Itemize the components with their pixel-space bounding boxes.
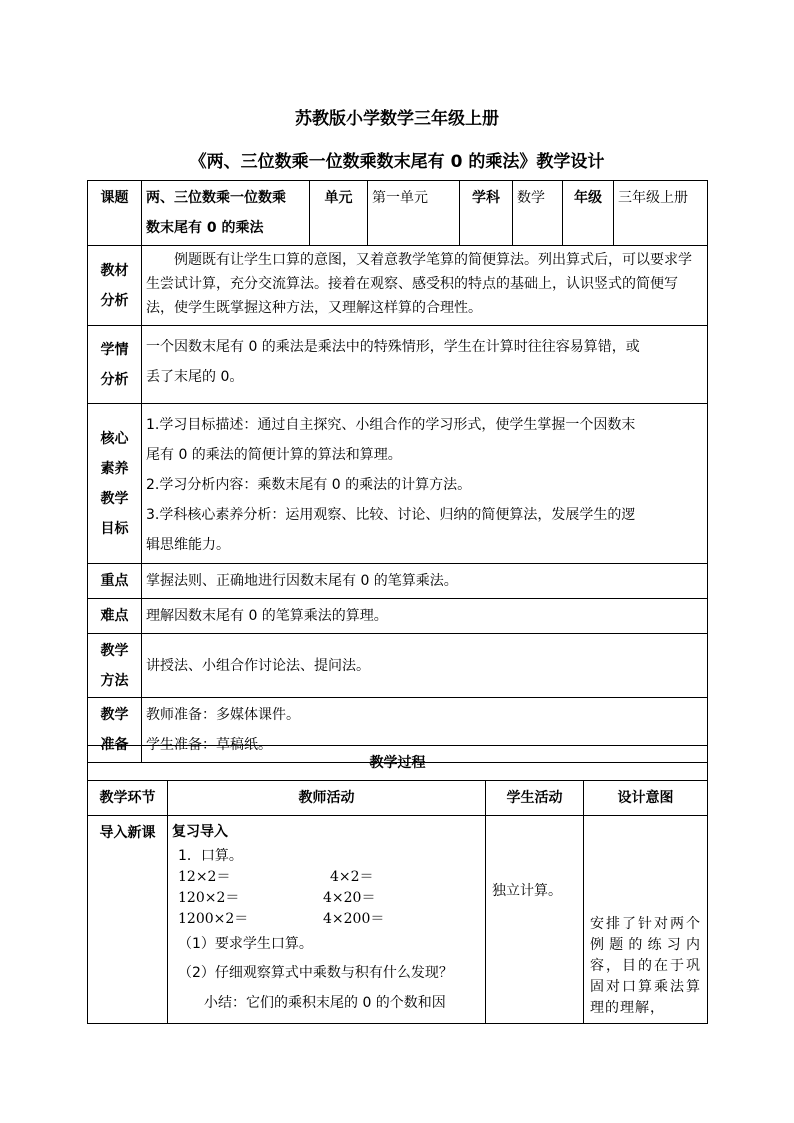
student-analysis-label-2: 分析 bbox=[100, 371, 129, 388]
student-analysis-label-1: 学情 bbox=[100, 341, 129, 358]
calc-grid bbox=[172, 867, 481, 930]
col-teacher-header: 教师活动 bbox=[168, 781, 486, 816]
subject-label: 学科 bbox=[460, 181, 513, 246]
lesson-info-table bbox=[87, 180, 708, 763]
calc-row bbox=[178, 867, 481, 888]
col-student-header: 学生活动 bbox=[486, 781, 584, 816]
topic-value-line2: 数末尾有 0 的乘法 bbox=[146, 220, 264, 236]
student-activity-text: 独立计算。 bbox=[492, 883, 562, 899]
calc-expr: 120×2＝ bbox=[178, 890, 240, 906]
student-preparation: 学生准备：草稿纸。 bbox=[146, 737, 272, 753]
difficulty-text: 理解因数末尾有 0 的笔算乘法的算理。 bbox=[142, 599, 708, 634]
teacher-preparation: 教师准备：多媒体课件。 bbox=[146, 707, 300, 723]
material-analysis-label-2: 分析 bbox=[100, 292, 129, 309]
summary-text: 小结：它们的乘积末尾的 0 的个数和因 bbox=[204, 995, 446, 1011]
calc-row bbox=[178, 909, 481, 930]
core-goals-text bbox=[142, 404, 708, 564]
calc-expr: 4×200＝ bbox=[323, 911, 385, 927]
core-goal-3-line2: 辑思维能力。 bbox=[146, 537, 230, 553]
calc-expr: 4×20＝ bbox=[323, 890, 376, 906]
question-1: （1）要求学生口算。 bbox=[178, 936, 313, 952]
key-point-label: 重点 bbox=[88, 564, 142, 599]
core-goals-label-2: 素养 bbox=[100, 460, 129, 477]
key-point-text: 掌握法则、正确地进行因数末尾有 0 的笔算乘法。 bbox=[142, 564, 708, 599]
calc-expr: 4×2＝ bbox=[330, 869, 374, 885]
document-title: 苏教版小学数学三年级上册 bbox=[295, 109, 499, 129]
method-label-1: 教学 bbox=[100, 642, 129, 659]
calc-row bbox=[178, 888, 481, 909]
process-header-row bbox=[88, 781, 708, 816]
grade-value: 三年级上册 bbox=[614, 181, 708, 246]
grade-label: 年级 bbox=[563, 181, 614, 246]
review-heading: 复习导入 bbox=[172, 824, 228, 840]
material-analysis-label bbox=[88, 246, 142, 326]
core-goals-row bbox=[88, 404, 708, 564]
core-goal-1-line1: 1.学习目标描述：通过自主探究、小组合作的学习形式，使学生掌握一个因数末 bbox=[146, 417, 636, 433]
process-title: 教学过程 bbox=[88, 746, 708, 781]
material-analysis-row bbox=[88, 246, 708, 326]
difficulty-label: 难点 bbox=[88, 599, 142, 634]
col-stage-header: 教学环节 bbox=[88, 781, 168, 816]
topic-value bbox=[142, 181, 310, 246]
unit-label: 单元 bbox=[310, 181, 368, 246]
document-subtitle: 《两、三位数乘一位数乘数末尾有 0 的乘法》教学设计 bbox=[189, 152, 605, 172]
core-goal-2: 2.学习分析内容：乘数末尾有 0 的乘法的计算方法。 bbox=[146, 477, 472, 493]
topic-row bbox=[88, 181, 708, 246]
design-intent-cell bbox=[584, 816, 708, 1024]
subject-value: 数学 bbox=[513, 181, 563, 246]
method-label-2: 方法 bbox=[100, 672, 129, 689]
student-analysis-line1: 一个因数末尾有 0 的乘法是乘法中的特殊情形，学生在计算时往往容易算错，或 bbox=[146, 339, 640, 355]
student-analysis-row bbox=[88, 326, 708, 404]
material-analysis-text: 例题既有让学生口算的意图，又着意教学笔算的简便算法。列出算式后，可以要求学生尝试计算，充分交流算法。接着在观察、感受积的特点的基础上，认识竖式的简便写法，使学生既掌握这种方法，又理解这样算的合理性。 bbox=[142, 246, 708, 326]
calc-expr: 12×2＝ bbox=[178, 869, 231, 885]
topic-value-line1: 两、三位数乘一位数乘 bbox=[146, 190, 286, 206]
method-label bbox=[88, 634, 142, 698]
calc-expr: 1200×2＝ bbox=[178, 911, 249, 927]
oral-calc-item: 1．口算。 bbox=[178, 848, 243, 864]
teaching-process-table bbox=[87, 745, 708, 1024]
core-goal-1-line2: 尾有 0 的乘法的简便计算的算法和算理。 bbox=[146, 447, 402, 463]
preparation-label-2: 准备 bbox=[100, 737, 129, 753]
preparation-label-1: 教学 bbox=[100, 707, 129, 723]
unit-value: 第一单元 bbox=[368, 181, 460, 246]
method-text: 讲授法、小组合作讨论法、提问法。 bbox=[142, 634, 708, 698]
method-row bbox=[88, 634, 708, 698]
design-intent-text: 安排了针对两个例题的练习内容，目的在于巩固对口算乘法算理的理解， bbox=[590, 916, 701, 1016]
col-intent-header: 设计意图 bbox=[584, 781, 708, 816]
key-point-row bbox=[88, 564, 708, 599]
process-title-row bbox=[88, 746, 708, 781]
core-goals-label bbox=[88, 404, 142, 564]
question-2: （2）仔细观察算式中乘数与积有什么发现？ bbox=[178, 965, 453, 981]
student-analysis-line2: 丢了末尾的 0。 bbox=[146, 369, 244, 385]
topic-label: 课题 bbox=[88, 181, 142, 246]
stage-intro: 导入新课 bbox=[88, 816, 168, 1024]
student-activity-cell bbox=[486, 816, 584, 1024]
core-goals-label-1: 核心 bbox=[100, 430, 129, 447]
student-analysis-text bbox=[142, 326, 708, 404]
difficulty-row bbox=[88, 599, 708, 634]
core-goals-label-3: 教学 bbox=[100, 490, 129, 507]
core-goal-3-line1: 3.学科核心素养分析：运用观察、比较、讨论、归纳的简便算法，发展学生的逻 bbox=[146, 507, 636, 523]
teacher-activity-cell bbox=[168, 816, 486, 1024]
material-analysis-label-1: 教材 bbox=[100, 262, 129, 279]
intro-row bbox=[88, 816, 708, 1024]
core-goals-label-4: 目标 bbox=[100, 520, 129, 537]
student-analysis-label bbox=[88, 326, 142, 404]
